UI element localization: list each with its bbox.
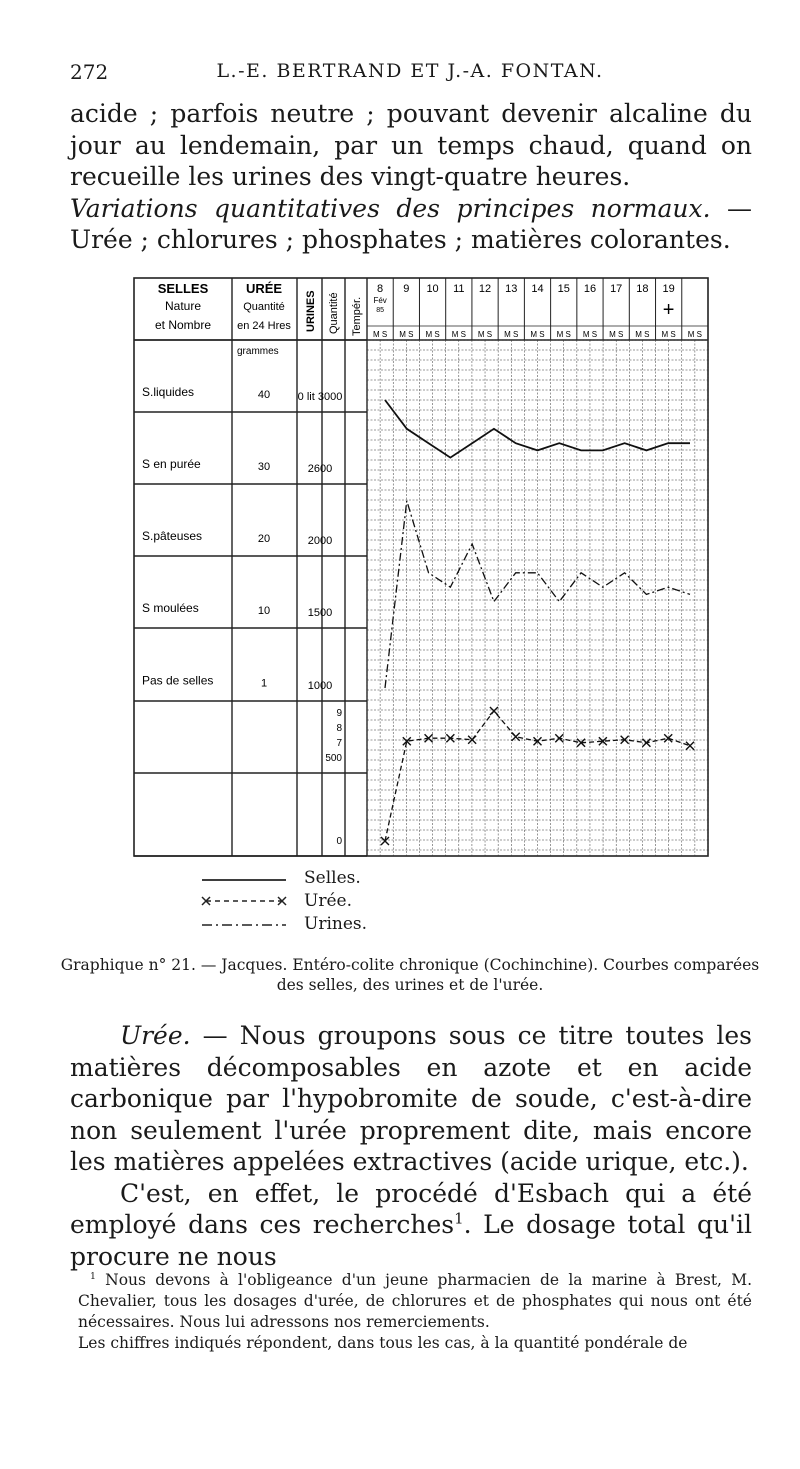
header-nombre: et Nombre [154, 318, 212, 332]
day-label: 16 [583, 283, 597, 295]
page-number: 272 [70, 60, 109, 84]
uree-point [686, 742, 694, 750]
legend-item-selles [200, 866, 367, 889]
day-label: 10 [426, 283, 439, 295]
uree-tick: 10 [257, 605, 271, 617]
legend-item-urines [200, 912, 367, 935]
urine-tick: 2600 [307, 463, 333, 475]
urine-tick: 1000 [307, 680, 333, 692]
day-label: 17 [610, 283, 623, 295]
selles-row-label: S en purée [142, 457, 201, 471]
last-day-cross: + [662, 299, 675, 321]
paragraph-2 [70, 1020, 752, 1272]
selles-row-label: Pas de selles [142, 673, 214, 688]
header-uree: URÉE [245, 281, 283, 296]
uree-minor-tick: 8 [336, 723, 342, 734]
footnote-2: Les chiffres indiqués répondent, dans tous les cas, à la quantité pondérale de [78, 1334, 688, 1352]
footnote [78, 1270, 752, 1354]
header-urines: URINES [305, 290, 317, 332]
footnote-1 [78, 1270, 752, 1333]
paragraph-1 [70, 98, 752, 256]
uree-heading: Urée. [120, 1021, 191, 1050]
urine-tick: 1500 [307, 607, 333, 619]
day-label: 14 [531, 283, 544, 295]
ms-label: M S [425, 330, 440, 339]
header-temperature: Tempér. [351, 296, 363, 336]
legend-label-selles: Selles. [304, 867, 361, 888]
day-label: 12 [478, 283, 492, 295]
running-head: L.-E. BERTRAND ET J.-A. FONTAN. [216, 60, 604, 82]
footnote-text: Nous devons à l'obligeance d'un jeune pharmacien de la marine à Brest, M. Chevalier, tous les dosages d'urée, de chlorures et de phosphates qui nous ont été nécessaires. Nous lui adressons nos remerciements. [78, 1271, 752, 1331]
uree-minor-tick: 7 [336, 738, 342, 749]
ms-label: M S [372, 330, 388, 339]
uree-minor-tick: 0 [336, 836, 342, 847]
selles-row-label: S.liquides [142, 385, 195, 399]
chart-legend [200, 866, 367, 935]
uree-tick: 30 [257, 461, 271, 473]
header-selles: SELLES [157, 281, 209, 296]
chart [130, 276, 710, 861]
ms-label: M S [582, 330, 598, 339]
uree-point [490, 707, 498, 715]
ms-label: M S [477, 330, 493, 339]
running-header [70, 60, 750, 90]
paragraph-1-text: acide ; parfois neutre ; pouvant devenir alcaline du jour au lendemain, par un temps chaud, quand on recueille les urines des vingt-quatre heures. [70, 99, 752, 191]
uree-minor-tick: 500 [325, 753, 342, 764]
day-label: 13 [505, 283, 518, 295]
section-heading-italic: Variations quantitatives des principes normaux. [70, 193, 711, 223]
ms-label: M S [661, 330, 676, 339]
first-day-year: 85 [376, 307, 385, 314]
ms-label: M S [635, 330, 650, 339]
ms-label: M S [504, 330, 519, 339]
uree-point [664, 734, 672, 742]
day-label: 8 [377, 283, 384, 295]
uree-tick: 1 [260, 677, 268, 690]
ms-label: M S [530, 330, 545, 339]
footnote-mark: 1 [90, 1270, 96, 1282]
section-heading-rest: — Urée ; chlorures ; phosphates ; matières colorantes. [70, 193, 752, 254]
section-heading [70, 193, 752, 256]
day-label: 19 [662, 283, 675, 295]
first-day-month: Fév [373, 296, 387, 305]
selles-row-label: S.pâteuses [142, 529, 203, 543]
header-24h: en 24 Hres [237, 320, 291, 332]
ms-label: M S [687, 330, 703, 339]
legend-label-urines: Urines. [304, 913, 368, 934]
urine-tick: 2000 [307, 535, 333, 547]
header-quantite: Quantité [243, 301, 285, 313]
esbach-text-end: . Le dosage total qu'il procure ne nous [70, 1210, 752, 1271]
legend-label-uree: Urée. [304, 890, 352, 911]
ms-label: M S [399, 330, 414, 339]
paragraph-2-line-1 [70, 1020, 752, 1178]
paragraph-2-line-2 [70, 1178, 752, 1273]
day-label: 11 [453, 283, 465, 295]
day-label: 18 [636, 283, 649, 295]
uree-tick: 40 [257, 389, 271, 401]
day-label: 15 [557, 283, 570, 295]
ms-label: M S [556, 330, 571, 339]
header-quantite-urines: Quantité [328, 292, 340, 334]
header-nature: Nature [164, 299, 202, 313]
urine-tick: 0 lit 3000 [297, 391, 343, 403]
uree-text: — Nous groupons sous ce titre toutes les matières décomposables en azote et en acide carbonique par l'hypobromite de soude, c'est-à-dire non seulement l'urée proprement dite, mais encore les matières appelées extractives (acide urique, etc.). [70, 1021, 752, 1176]
day-label: 9 [403, 283, 410, 295]
chart-frame [134, 278, 708, 856]
uree-minor-tick: 9 [336, 708, 342, 719]
legend-item-uree [200, 889, 367, 912]
ms-label: M S [451, 330, 466, 339]
unit-label: grammes [237, 346, 279, 357]
ms-label: M S [609, 330, 624, 339]
footnote-ref: 1 [454, 1209, 464, 1228]
esbach-text: C'est, en effet, le procédé d'Esbach qui a été employé dans ces recherches [70, 1178, 752, 1239]
figure-caption: Graphique n° 21. — Jacques. Entéro-colite chronique (Cochinchine). Courbes comparées des selles, des urines et de l'urée. [60, 956, 760, 994]
selles-row-label: S moulées [142, 601, 199, 615]
uree-tick: 20 [257, 533, 271, 545]
